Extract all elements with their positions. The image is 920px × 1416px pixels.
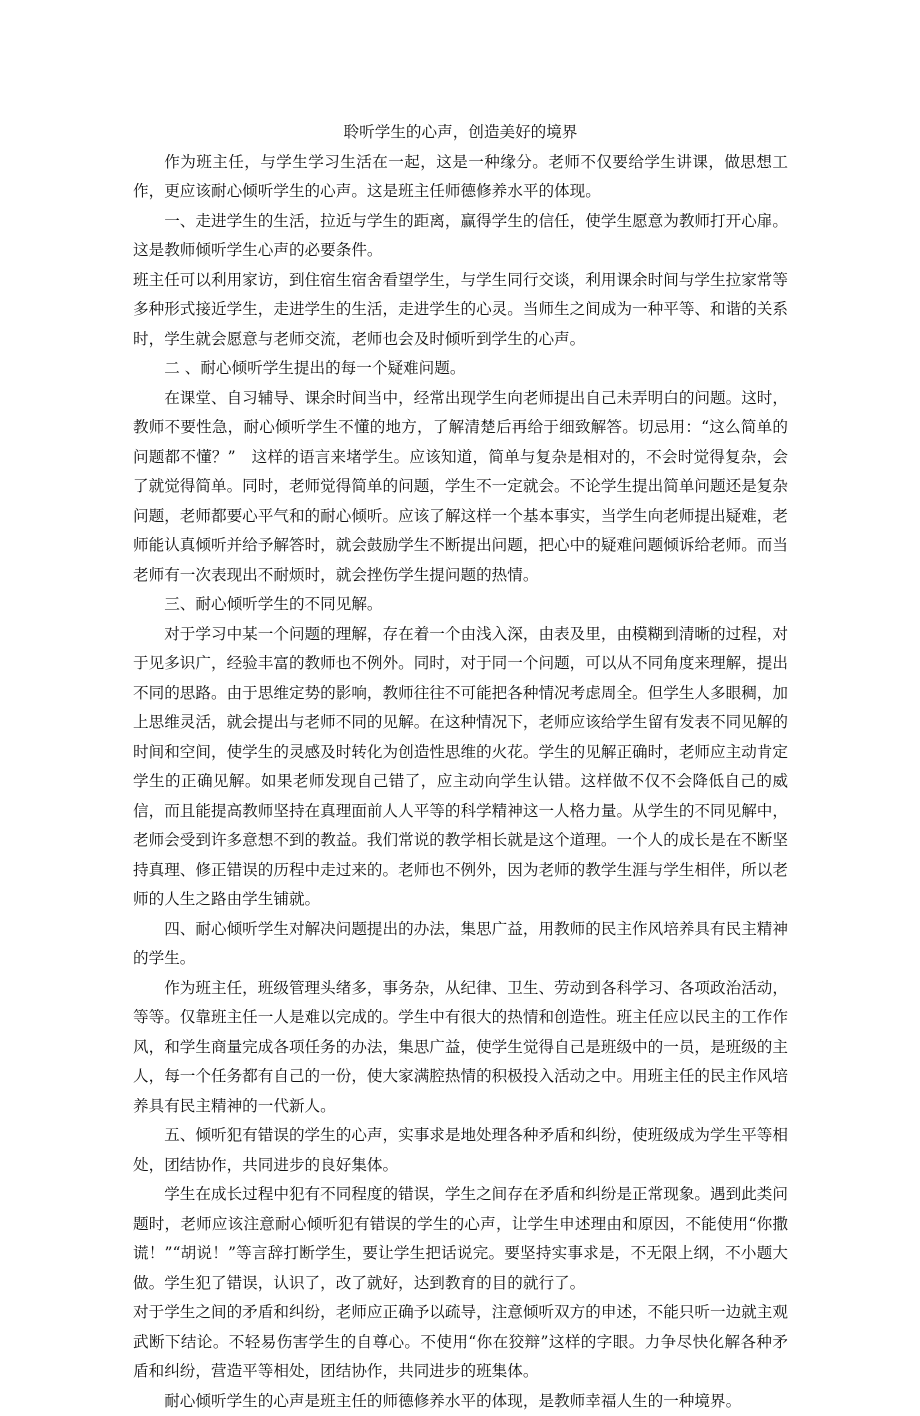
- section-heading: 三、耐心倾听学生的不同见解。: [133, 590, 788, 620]
- section-heading: 二 、耐心倾听学生提出的每一个疑难问题。: [133, 354, 788, 384]
- paragraph: 在课堂、自习辅导、课余时间当中，经常出现学生向老师提出自己未弄明白的问题。这时，教师不要性急，耐心倾听学生不懂的地方，了解清楚后再给于细致解答。切忌用：“这么简单的问题都不懂？” 这样的语言来堵学生。应该知道，简单与复杂是相对的，不会时觉得复杂，会了就觉得简单。同时，老师觉得简单的问题，学生不一定就会。不论学生提出简单问题还是复杂问题，老师都要心平气和的耐心倾听。应该了解这样一个基本事实，当学生向老师提出疑难，老师能认真倾听并给予解答时，就会鼓励学生不断提出问题，把心中的疑难问题倾诉给老师。而当老师有一次表现出不耐烦时，就会挫伤学生提问题的热情。: [133, 384, 788, 591]
- paragraph: 作为班主任，与学生学习生活在一起，这是一种缘分。老师不仅要给学生讲课，做思想工作，更应该耐心倾听学生的心声。这是班主任师德修养水平的体现。: [133, 148, 788, 207]
- section-heading: 四、耐心倾听学生对解决问题提出的办法，集思广益，用教师的民主作风培养具有民主精神的学生。: [133, 915, 788, 974]
- paragraph: 班主任可以利用家访，到住宿生宿舍看望学生，与学生同行交谈，利用课余时间与学生拉家常等多种形式接近学生，走进学生的生活，走进学生的心灵。当师生之间成为一种平等、和谐的关系时，学生就会愿意与老师交流，老师也会及时倾听到学生的心声。: [133, 266, 788, 355]
- paragraph: 对于学习中某一个问题的理解，存在着一个由浅入深，由表及里，由模糊到清晰的过程，对于见多识广，经验丰富的教师也不例外。同时，对于同一个问题，可以从不同角度来理解，提出不同的思路。由于思维定势的影响，教师往往不可能把各种情况考虑周全。但学生人多眼稠，加上思维灵活，就会提出与老师不同的见解。在这种情况下，老师应该给学生留有发表不同见解的时间和空间，使学生的灵感及时转化为创造性思维的火花。学生的见解正确时，老师应主动肯定学生的正确见解。如果老师发现自己错了，应主动向学生认错。这样做不仅不会降低自己的威信，而且能提高教师坚持在真理面前人人平等的科学精神这一人格力量。从学生的不同见解中，老师会受到许多意想不到的教益。我们常说的教学相长就是这个道理。一个人的成长是在不断坚持真理、修正错误的历程中走过来的。老师也不例外，因为老师的教学生涯与学生相伴，所以老师的人生之路由学生铺就。: [133, 620, 788, 915]
- paragraph: 对于学生之间的矛盾和纠纷，老师应正确予以疏导，注意倾听双方的申述，不能只听一边就主观武断下结论。不轻易伤害学生的自尊心。不使用“你在狡辩”这样的字眼。力争尽快化解各种矛盾和纠纷，营造平等相处，团结协作，共同进步的班集体。: [133, 1298, 788, 1387]
- document-title: 聆听学生的心声，创造美好的境界: [133, 118, 788, 148]
- section-heading: 一、走进学生的生活，拉近与学生的距离，赢得学生的信任，使学生愿意为教师打开心扉。这是教师倾听学生心声的必要条件。: [133, 207, 788, 266]
- conclusion-paragraph: 耐心倾听学生的心声是班主任的师德修养水平的体现，是教师幸福人生的一种境界。: [133, 1387, 788, 1416]
- section-heading: 五、倾听犯有错误的学生的心声，实事求是地处理各种矛盾和纠纷，使班级成为学生平等相处，团结协作，共同进步的良好集体。: [133, 1121, 788, 1180]
- document-body: [133, 148, 788, 1416]
- paragraph: 学生在成长过程中犯有不同程度的错误，学生之间存在矛盾和纠纷是正常现象。遇到此类问题时，老师应该注意耐心倾听犯有错误的学生的心声，让学生申述理由和原因，不能使用“你撒谎！”“胡说！”等言辞打断学生，要让学生把话说完。要坚持实事求是，不无限上纲，不小题大做。学生犯了错误，认识了，改了就好，达到教育的目的就行了。: [133, 1180, 788, 1298]
- paragraph: 作为班主任，班级管理头绪多，事务杂，从纪律、卫生、劳动到各科学习、各项政治活动，等等。仅靠班主任一人是难以完成的。学生中有很大的热情和创造性。班主任应以民主的工作作风，和学生商量完成各项任务的办法，集思广益，使学生觉得自己是班级中的一员，是班级的主人，每一个任务都有自己的一份，使大家满腔热情的积极投入活动之中。用班主任的民主作风培养具有民主精神的一代新人。: [133, 974, 788, 1122]
- document-page: [133, 118, 788, 1416]
